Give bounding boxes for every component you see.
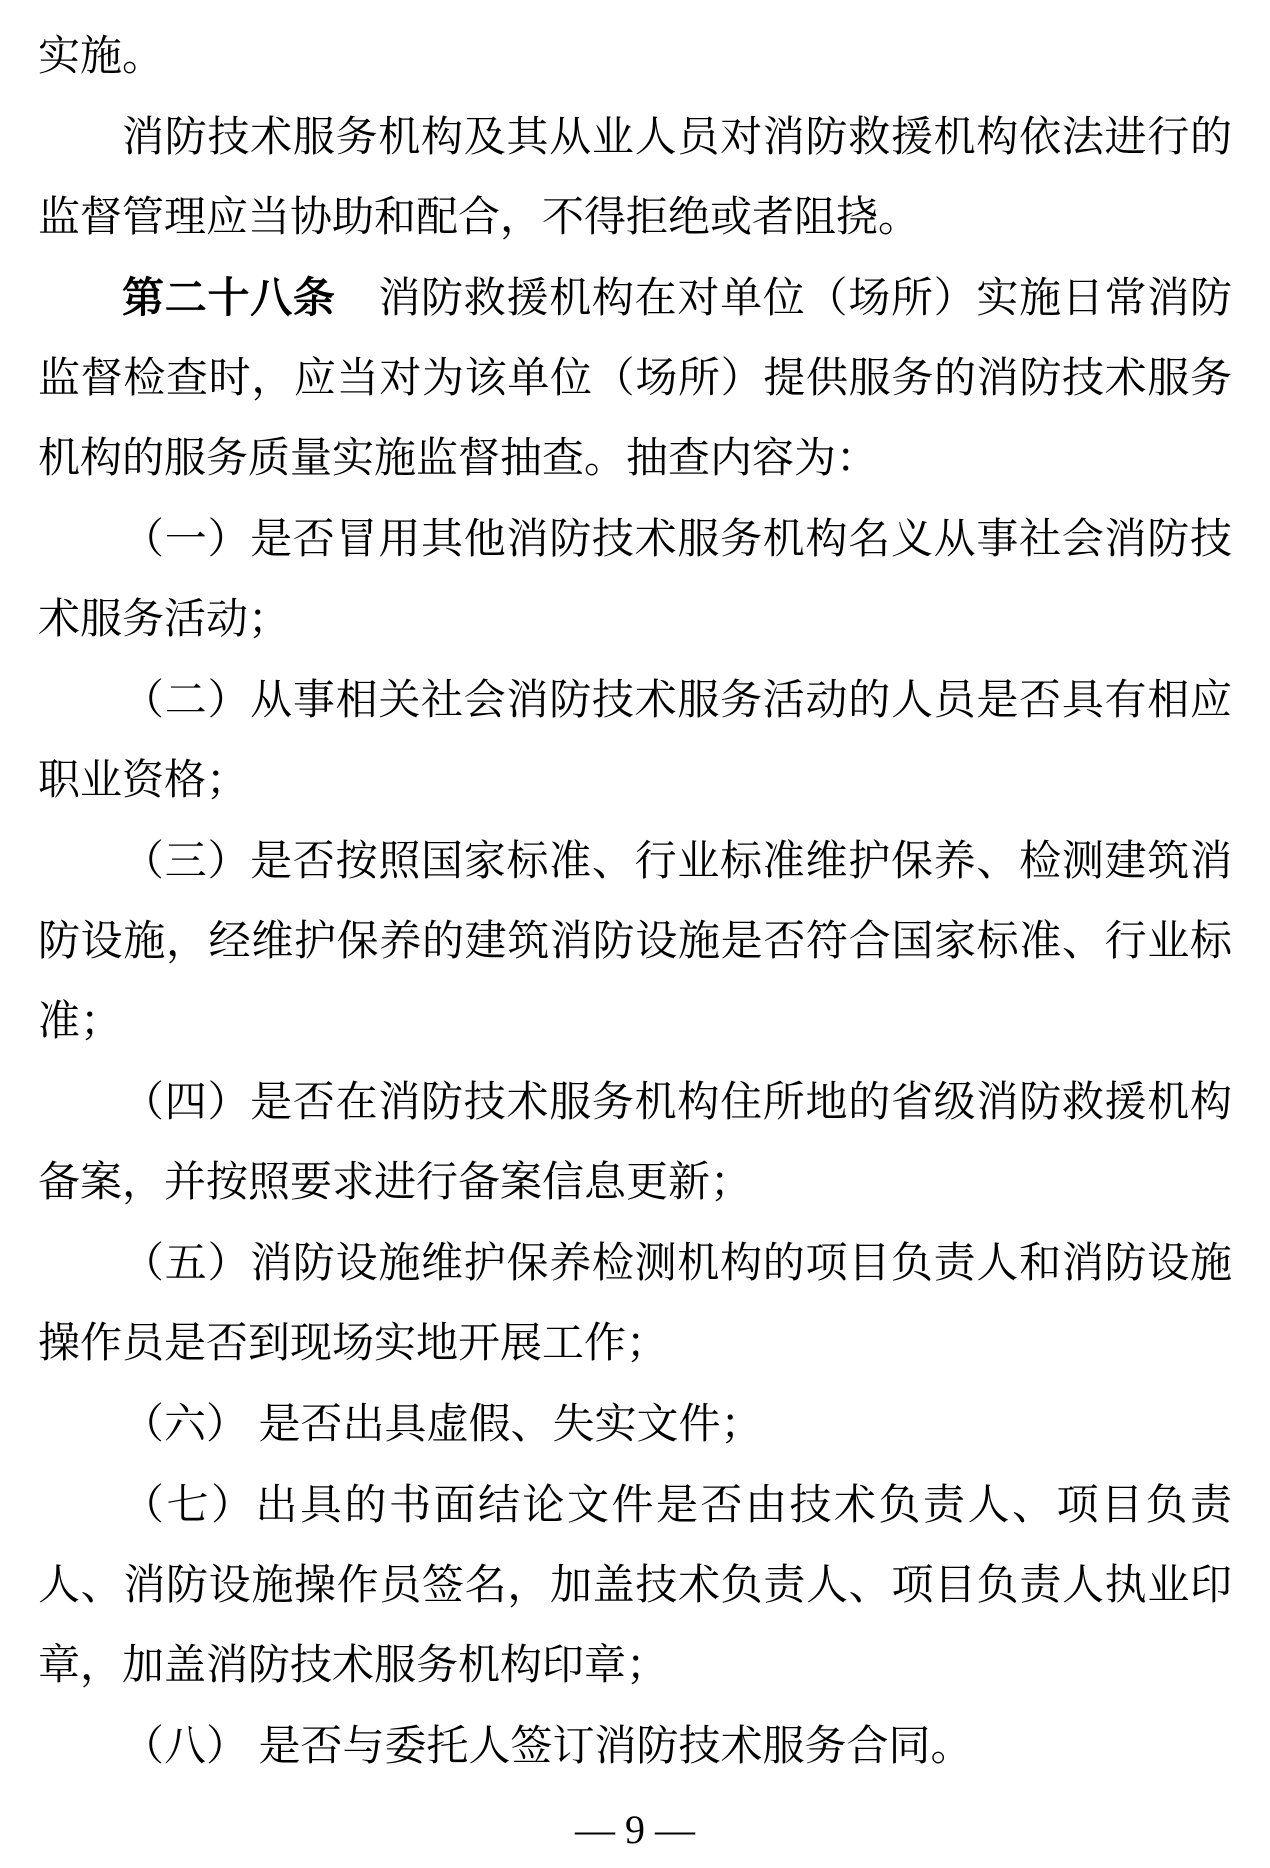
paragraph-text: （六） 是否出具虚假、失实文件；: [122, 1402, 763, 1448]
paragraph-text: （一）是否冒用其他消防技术服务机构名义从事社会消防技术服务活动；: [38, 517, 1232, 643]
paragraph-continuation: [38, 16, 1232, 97]
paragraph-text: 实施。: [38, 34, 165, 80]
paragraph-cooperation: [38, 97, 1232, 258]
paragraph-text: （八） 是否与委托人签订消防技术服务合同。: [122, 1724, 973, 1770]
paragraph-text: （七）出具的书面结论文件是否由技术负责人、项目负责人、消防设施操作员签名，加盖技术负责人、项目负责人执业印章，加盖消防技术服务机构印章；: [38, 1483, 1232, 1689]
page-number: — 9 —: [575, 1807, 695, 1852]
paragraph-text: （三）是否按照国家标准、行业标准维护保养、检测建筑消防设施，经维护保养的建筑消防设施是否符合国家标准、行业标准；: [38, 839, 1232, 1045]
paragraph-item-8: [38, 1706, 1232, 1787]
paragraph-item-2: [38, 660, 1232, 821]
paragraph-text: 消防技术服务机构及其从业人员对消防救援机构依法进行的监督管理应当协助和配合，不得拒绝或者阻挠。: [38, 115, 1232, 241]
paragraph-text: （四）是否在消防技术服务机构住所地的省级消防救援机构备案，并按照要求进行备案信息更新；: [38, 1080, 1232, 1206]
paragraph-text: （五）消防设施维护保养检测机构的项目负责人和消防设施操作员是否到现场实地开展工作；: [38, 1241, 1232, 1367]
paragraph-article-28: [38, 258, 1232, 499]
paragraph-item-1: [38, 499, 1232, 660]
paragraph-item-4: [38, 1062, 1232, 1223]
article-number-bold: 第二十八条: [122, 274, 336, 321]
paragraph-item-7: [38, 1465, 1232, 1706]
paragraph-text: （二）从事相关社会消防技术服务活动的人员是否具有相应职业资格；: [38, 678, 1232, 804]
paragraph-item-5: [38, 1223, 1232, 1384]
paragraph-item-3: [38, 821, 1232, 1062]
paragraph-text: 消防救援机构在对单位（场所）实施日常消防监督检查时，应当对为该单位（场所）提供服务的消防技术服务机构的服务质量实施监督抽查。抽查内容为：: [38, 276, 1232, 482]
paragraph-item-6: [38, 1384, 1232, 1465]
